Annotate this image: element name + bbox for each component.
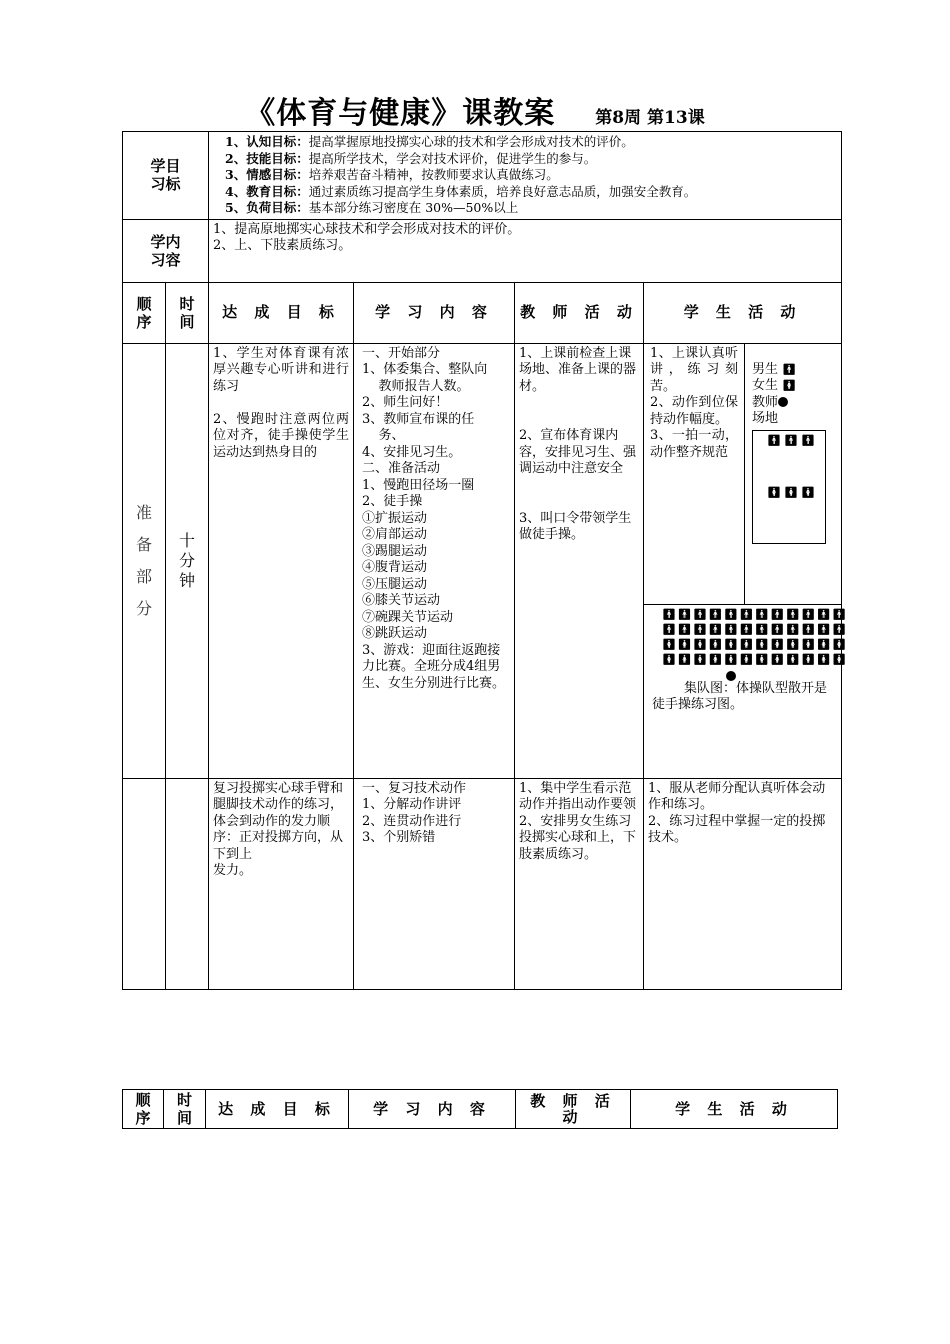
girl-icon: 🚺︎ [782,379,797,392]
objective-item: 4、教育目标：通过素质练习提高学生身体素质，培养良好意志品质，加强安全教育。 [225,183,697,199]
lesson-title: 《体育与健康》课教案 [245,96,556,131]
prep-student [644,343,848,778]
page-title [0,88,950,132]
main-study: 一、复习技术动作 1、分解动作讲评 2、连贯动作进行 3、个别矫错 [354,778,515,989]
col-study-2: 学 习 内 容 [349,1090,516,1129]
content-row [123,219,842,282]
study-line: ⑧跳跃运动 [362,626,428,641]
col-goal-2: 达 成 目 标 [206,1090,349,1129]
formation-diagram: 🚹︎🚹︎🚹︎🚹︎🚹︎🚹︎🚹︎🚹︎🚹︎🚹︎🚹︎🚹︎ 🚹︎🚹︎🚹︎🚹︎🚹︎🚹︎🚹︎🚹︎🚹︎🚹︎🚹︎🚹︎ 🚺︎🚺︎🚺︎🚺︎🚺︎🚺︎🚺︎🚺︎🚺︎🚺︎🚺︎🚺︎ 🚺︎🚺︎🚺︎🚺︎🚺︎🚺︎🚺︎🚺︎🚺︎🚺︎🚺︎🚺︎ [662,607,840,686]
study-line: 3、游戏：迎面往返跑接力比赛。全班分成4组男生、女生分别进行比赛。 [362,642,506,691]
objective-item: 3、情感目标：培养艰苦奋斗精神，按教师要求认真做练习。 [225,167,559,182]
col-student: 学 生 活 动 [644,282,842,343]
week-lesson: 第8周 第13课 [595,108,705,128]
study-line: ①扩振运动 [362,510,428,526]
objective-item: 2、技能目标：提高所学技术，学会对技术评价，促进学生的参与。 [225,150,597,166]
study-line: ⑤压腿运动 [362,576,428,592]
objectives-label: 学目 习标 [123,132,209,220]
formation-legend: 男生 🚹︎ 女生 🚺︎ 教师 场地 [752,361,797,426]
content-item: 1、提高原地掷实心球技术和学会形成对技术的评价。 [213,221,521,237]
main-section [123,778,166,989]
main-teacher: 1、集中学生看示范动作并指出动作要领 2、安排男女生练习投掷实心球和上，下肢素质练习。 [515,778,644,989]
study-line: ④腹背运动 [362,560,428,575]
col-teacher-2: 教 师 活 动 [516,1090,631,1129]
study-line: 3、教师宣布课的任 [362,411,475,427]
study-line: ⑥膝关节运动 [362,593,441,608]
col-order: 顺 序 [123,282,166,343]
field-diagram: 🚹︎🚹︎🚹︎ 🚺︎🚺︎🚺︎ [752,430,826,544]
formation-caption: 集队图：体操队型散开是徒手操练习图。 [652,680,828,712]
study-line: 二、准备活动 [362,461,441,476]
col-order-2: 顺 序 [123,1090,164,1129]
study-line: ②肩部运动 [362,527,428,542]
study-line: 2、徒手操 [362,494,423,509]
col-time-2: 时 间 [164,1090,206,1129]
lesson-plan-table [122,131,848,990]
study-line: 2、师生问好！ [362,395,449,410]
teacher-position-icon [726,671,736,681]
prep-goal: 1、学生对体育课有浓厚兴趣专心听讲和进行练习 2、慢跑时注意两位两位对齐，徒手操使学生运动达到热身目的 [209,343,354,778]
next-page-header-table [122,1089,838,1129]
prep-study [354,343,515,778]
study-line: 1、体委集合、整队向 [362,362,488,377]
prep-section: 准 备 部 分 [123,343,166,778]
prep-time: 十 分 钟 [166,343,209,778]
column-header-row [123,282,842,343]
content-label: 学内 习容 [123,219,209,282]
boy-icon: 🚹︎ [782,362,797,376]
col-student-2: 学 生 活 动 [631,1090,838,1129]
objective-item: 1、认知目标：提高掌握原地投掷实心球的技术和学会形成对技术的评价。 [225,134,634,149]
study-line: 务、 [362,428,405,443]
study-line: 4、安排见习生。 [362,444,462,460]
study-line: ③踢腿运动 [362,543,428,559]
study-line: ⑦碗踝关节运动 [362,609,454,625]
study-line: 一、开始部分 [362,345,441,361]
next-column-header-row [123,1090,838,1129]
main-time [166,778,209,989]
prep-teacher: 1、上课前检查上课场地、准备上课的器材。 2、宣布体育课内容，安排见习生、强调运动中注意安全 3、叫口令带领学生做徒手操。 [515,343,644,778]
col-teacher: 教 师 活 动 [515,282,644,343]
prep-row [123,343,842,778]
content-list [209,219,842,282]
main-row [123,778,842,989]
objectives-list [209,132,842,220]
prep-student-text: 1、上课认真听讲，练习刻苦。 2、动作到位保持动作幅度。 3、一拍一动，动作整齐规范 [650,345,739,460]
teacher-icon [778,397,788,407]
main-goal: 复习投掷实心球手臂和腿脚技术动作的练习，体会到动作的发力顺序：正对投掷方向，从下到上 发力。 [209,778,354,989]
study-line: 教师报告人数。 [362,378,470,394]
content-item: 2、上、下肢素质练习。 [213,238,352,253]
col-study: 学 习 内 容 [354,282,515,343]
objectives-row [123,132,842,220]
main-student: 1、服从老师分配认真听体会动作和练习。 2、练习过程中掌握一定的投掷技术。 [644,778,842,989]
col-time: 时 间 [166,282,209,343]
objective-item: 5、负荷目标：基本部分练习密度在 30%—50%以上 [225,200,519,215]
col-goal: 达 成 目 标 [209,282,354,343]
study-line: 1、慢跑田径场一圈 [362,477,475,493]
